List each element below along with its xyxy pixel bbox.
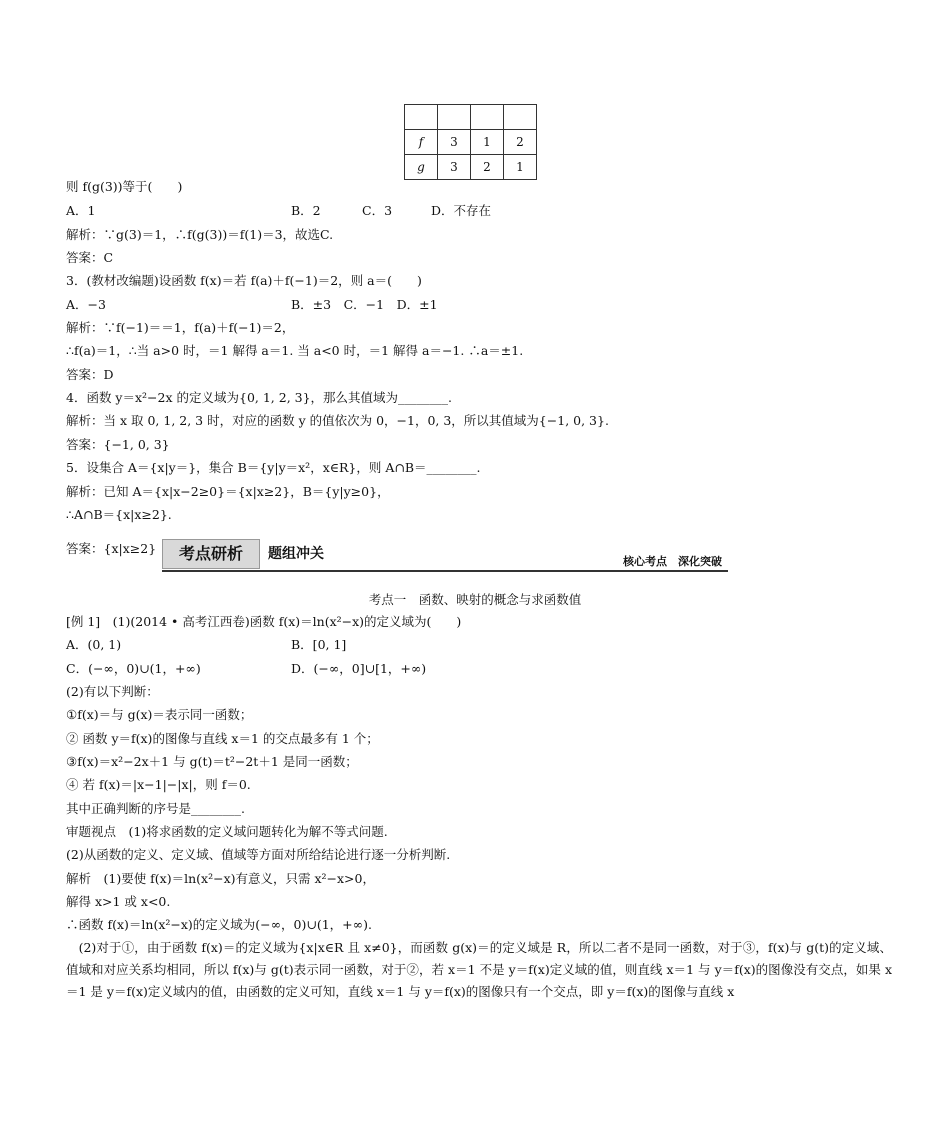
- answer-text: 答案：{x|x≥2}: [66, 541, 157, 556]
- answer-text: 答案：{−1, 0, 3}: [66, 437, 170, 452]
- analysis-text: 解析：已知 A＝{x|x−2≥0}＝{x|x≥2}，B＝{y|y≥0}，: [66, 484, 390, 499]
- solution-text: 解得 x>1 或 x<0.: [66, 894, 171, 909]
- solution-text: ∴函数 f(x)＝ln(x²−x)的定义域为(−∞，0)∪(1，+∞).: [66, 917, 372, 932]
- analysis-text: 解析：∵f(−1)＝＝1，f(a)＋f(−1)＝2，: [66, 320, 295, 335]
- option-a: A．−3: [66, 297, 106, 312]
- analysis-text: ∴A∩B＝{x|x≥2}.: [66, 507, 172, 522]
- banner-rule: [162, 570, 728, 572]
- banner-tagline: 核心考点 深化突破: [623, 555, 722, 568]
- example-1-part-2: (2)有以下判断：: [66, 684, 159, 699]
- analysis-text: 解析：∵g(3)＝1，∴f(g(3))＝f(1)＝3，故选C.: [66, 227, 334, 242]
- option-c: C．3: [362, 203, 393, 218]
- table-cell: 3: [438, 155, 471, 180]
- options-bcd: B．±3 C．−1 D．±1: [291, 297, 438, 312]
- answer-text: 答案：D: [66, 367, 114, 382]
- table-row: [405, 130, 537, 155]
- analysis-text: ∴f(a)＝1，∴当 a>0 时，＝1 解得 a＝1. 当 a<0 时，＝1 解得 a＝−1. ∴a＝±1.: [66, 343, 524, 358]
- table-cell: 1: [471, 130, 504, 155]
- answer-text: 答案：C: [66, 250, 114, 265]
- table-cell: 2: [504, 130, 537, 155]
- solution-text: 解析 (1)要使 f(x)＝ln(x²−x)有意义，只需 x²−x>0，: [66, 871, 375, 886]
- option-c: C．(−∞，0)∪(1，+∞): [66, 661, 201, 676]
- review-point: 审题视点 (1)将求函数的定义域问题转化为解不等式问题.: [66, 824, 388, 839]
- judgment-question: 其中正确判断的序号是________.: [66, 801, 245, 816]
- table-cell: 1: [504, 155, 537, 180]
- table-cell: f: [405, 130, 438, 155]
- example-1-stem: [例 1] (1)(2014 • 高考江西卷)函数 f(x)＝ln(x²−x)的定义域为( ): [66, 614, 462, 629]
- option-a: A．1: [66, 203, 96, 218]
- table-cell: g: [405, 155, 438, 180]
- section-banner: [162, 539, 728, 573]
- question-3-stem: 3．(教材改编题)设函数 f(x)＝若 f(a)＋f(−1)＝2，则 a＝( ): [66, 273, 422, 288]
- solution-paragraph: (2)对于①，由于函数 f(x)＝的定义域为{x|x∈R 且 x≠0}，而函数 g(x)＝的定义域是 R，所以二者不是同一函数，对于③，f(x)与 g(t)的定义域、值域和对应关系均相同，所以 f(x)与 g(t)表示同一函数，对于②，若 x＝1 不是 y＝f(x)定义域的值，则直线 x＝1 与 y＝f(x)的图像没有交点，如果 x＝1 是 y＝f(x)定义域内的值，由函数的定义可知，直线 x＝1 与 y＝f(x)的图像只有一个交点，即 y＝f(x)的图像与直线 x: [66, 940, 892, 999]
- question-4-stem: 4．函数 y＝x²−2x 的定义域为{0, 1, 2, 3}，那么其值域为________.: [66, 390, 453, 405]
- table-cell: 2: [471, 155, 504, 180]
- table-cell: [405, 105, 438, 130]
- option-b: B．[0, 1]: [291, 637, 347, 652]
- section-heading: 考点一 函数、映射的概念与求函数值: [368, 592, 582, 607]
- table-header-row: [405, 105, 537, 130]
- judgment-3: ③f(x)＝x²−2x＋1 与 g(t)＝t²−2t＋1 是同一函数；: [66, 754, 358, 769]
- banner-subtitle: 题组冲关: [268, 546, 324, 562]
- table-cell: [438, 105, 471, 130]
- option-b: B．2: [291, 203, 321, 218]
- option-a: A．(0, 1): [66, 637, 122, 652]
- review-point: (2)从函数的定义、定义域、值域等方面对所给结论进行逐一分析判断.: [66, 847, 451, 862]
- question-5-stem: 5．设集合 A＝{x|y＝}，集合 B＝{y|y＝x²，x∈R}，则 A∩B＝________.: [66, 460, 481, 475]
- table-row: [405, 155, 537, 180]
- judgment-1: ①f(x)＝与 g(x)＝表示同一函数；: [66, 707, 253, 722]
- question-2-stem: 则 f(g(3))等于( ): [66, 179, 183, 194]
- table-cell: [471, 105, 504, 130]
- table-cell: 3: [438, 130, 471, 155]
- judgment-2: ② 函数 y＝f(x)的图像与直线 x＝1 的交点最多有 1 个；: [66, 731, 379, 746]
- banner-title: 考点研析: [162, 539, 260, 569]
- analysis-text: 解析：当 x 取 0, 1, 2, 3 时，对应的函数 y 的值依次为 0，−1，0, 3，所以其值域为{−1, 0, 3}.: [66, 413, 609, 428]
- table-cell: [504, 105, 537, 130]
- option-d: D．不存在: [431, 203, 492, 218]
- option-d: D．(−∞，0]∪[1，+∞): [291, 661, 427, 676]
- judgment-4: ④ 若 f(x)＝|x−1|−|x|，则 f＝0.: [66, 777, 251, 792]
- value-table: [404, 104, 537, 180]
